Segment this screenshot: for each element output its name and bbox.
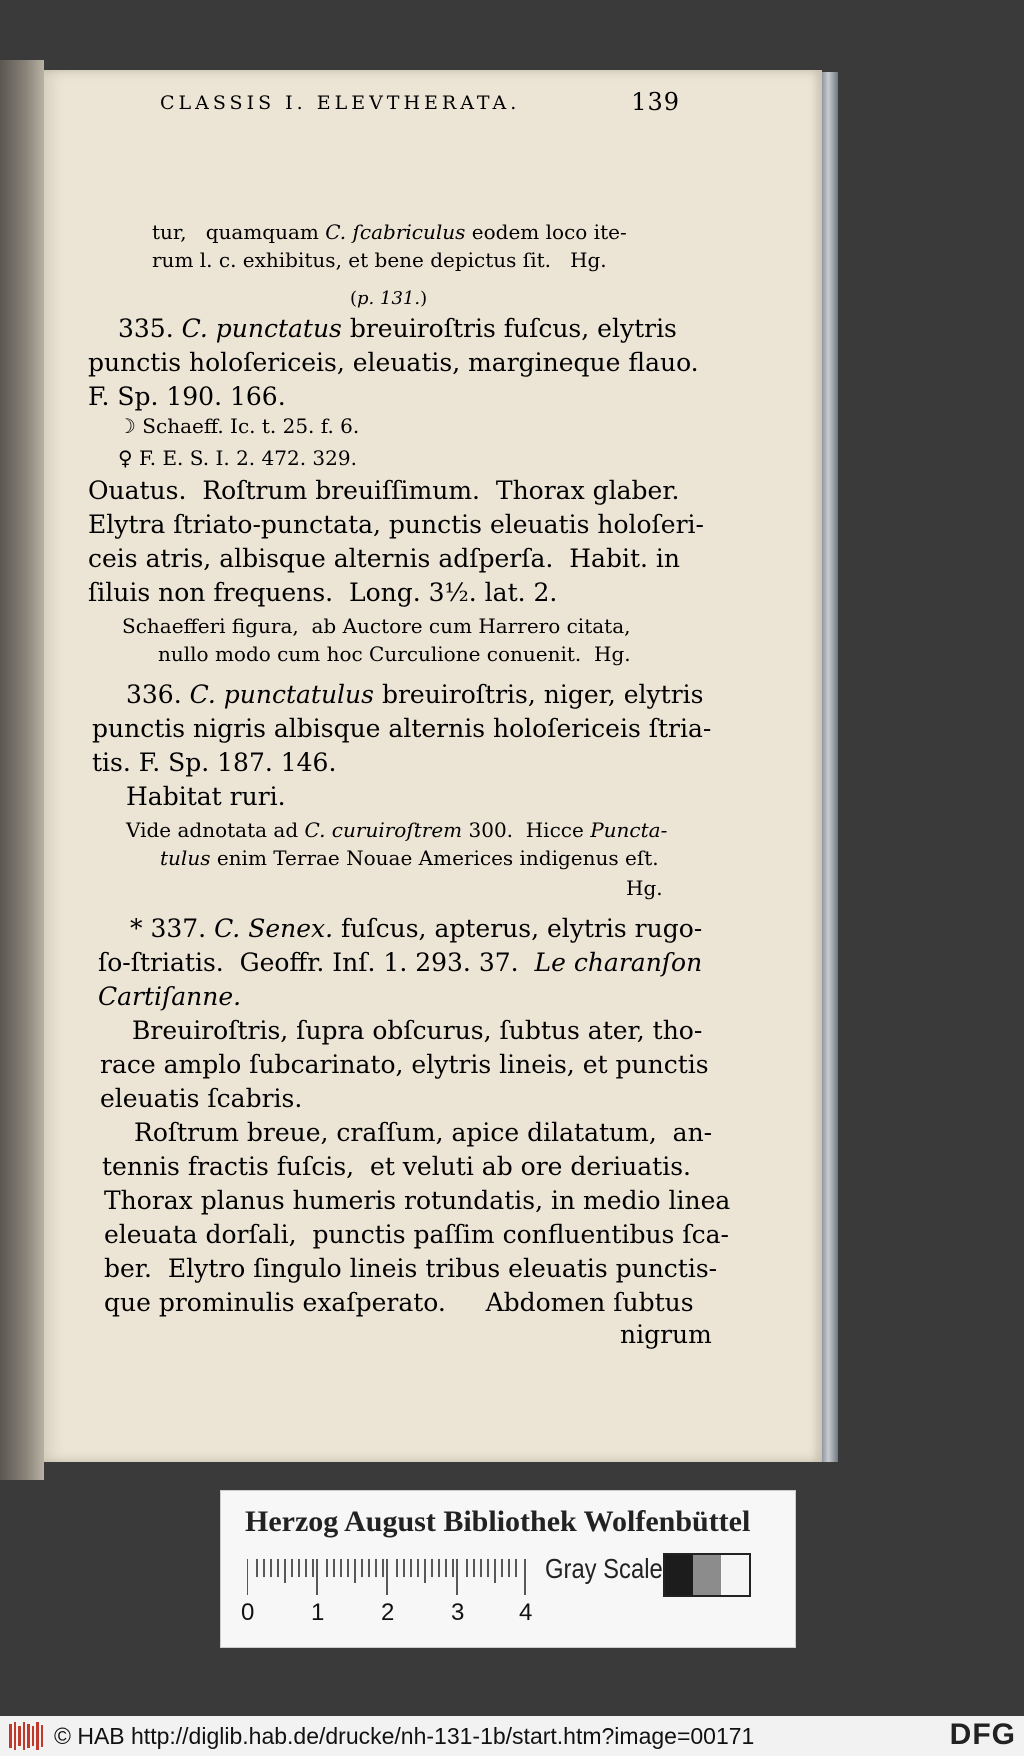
text-line: que prominulis exaſperato. Abdomen ſubtus [104,1288,694,1317]
catchword: nigrum [620,1320,712,1349]
text-line: Ouatus. Roſtrum breuiſſimum. Thorax glaber. [88,476,680,505]
text-line: race amplo ſubcarinato, elytris lineis, et punctis [100,1050,709,1079]
dfg-logo: DFG [949,1718,1016,1751]
text-line: Elytra ſtriato-punctata, punctis eleuatis holoſeri- [88,510,704,539]
ruler-number: 0 [241,1599,255,1626]
text-line: rum l. c. exhibitus, et bene depictus ſit. Hg. [152,248,607,272]
note-line: Schaefferi figura, ab Auctore cum Harrero citata, [122,614,631,638]
running-header [160,88,680,116]
text-line: Habitat ruri. [126,782,286,811]
library-name: Herzog August Bibliothek Wolfenbüttel [245,1505,751,1538]
text-line: punctis holoſericeis, eleuatis, margineque flauo. [88,348,699,377]
text-line: ſiluis non frequens. Long. 3½. lat. 2. [88,578,558,607]
gray-swatch-light [721,1555,749,1595]
header-title: CLASSIS I. ELEVTHERATA. [160,92,521,114]
text-line: Thorax planus humeris rotundatis, in medio linea [104,1186,731,1215]
marginal-note: (p. 131.) [350,288,428,309]
entry-335-line: 335. C. punctatus breuiroſtris fuſcus, elytris [118,314,677,343]
reference-line: ☽ Schaeff. Ic. t. 25. f. 6. [118,414,360,438]
note-line: Hg. [626,876,663,900]
text-line: tennis fractis fuſcis, et veluti ab ore deriuatis. [102,1152,691,1181]
text-line: tur, quamquam C. ſcabriculus eodem loco ite- [152,220,627,244]
text-line: Roſtrum breue, craſſum, apice dilatatum, an- [134,1118,713,1147]
text-line: tis. F. Sp. 187. 146. [92,748,337,777]
reference-line: ♀ F. E. S. I. 2. 472. 329. [118,446,357,470]
book-left-edge [0,60,44,1480]
book-page-edge [822,72,838,1462]
scale-ruler [247,1557,527,1597]
text-line: eleuata dorſali, punctis paſſim confluentibus ſca- [104,1220,729,1249]
library-color-card [220,1490,796,1648]
ruler-number: 1 [311,1599,325,1626]
ruler-number: 2 [381,1599,395,1626]
viewer-footer [0,1716,1024,1756]
entry-336-line: 336. C. punctatulus breuiroſtris, niger, elytris [126,680,704,709]
hab-barcode-icon [8,1720,44,1752]
text-line: ber. Elytro ſingulo lineis tribus eleuatis punctis- [104,1254,718,1283]
gray-scale-swatches [663,1553,751,1597]
ruler-number: 3 [451,1599,465,1626]
note-line: tulus enim Terrae Nouae Americes indigenus eſt. [160,846,659,870]
text-line: Cartiſanne. [98,982,242,1011]
text-line: eleuatis ſcabris. [100,1084,303,1113]
source-url[interactable]: © HAB http://diglib.hab.de/drucke/nh-131-1b/start.htm?image=00171 [54,1723,755,1749]
note-line: Vide adnotata ad C. curuiroſtrem 300. Hicce Puncta- [126,818,668,842]
gray-scale-label: Gray Scale [545,1553,663,1584]
text-line: Breuiroſtris, ſupra obſcurus, ſubtus ater, tho- [132,1016,703,1045]
gray-swatch-dark [665,1555,693,1595]
text-line: punctis nigris albisque alternis holoſericeis ſtria- [92,714,712,743]
ruler-number: 4 [519,1599,533,1626]
text-line: ceis atris, albisque alternis adſperſa. Habit. in [88,544,680,573]
text-line: ſo-ſtriatis. Geoffr. Inſ. 1. 293. 37. Le charanſon [98,948,703,977]
page-number: 139 [631,88,680,116]
entry-337-line: * 337. C. Senex. fuſcus, apterus, elytris rugo- [130,914,703,943]
note-line: nullo modo cum hoc Curculione conuenit. Hg. [158,642,631,666]
text-line: F. Sp. 190. 166. [88,382,286,411]
gray-swatch-mid [693,1555,721,1595]
